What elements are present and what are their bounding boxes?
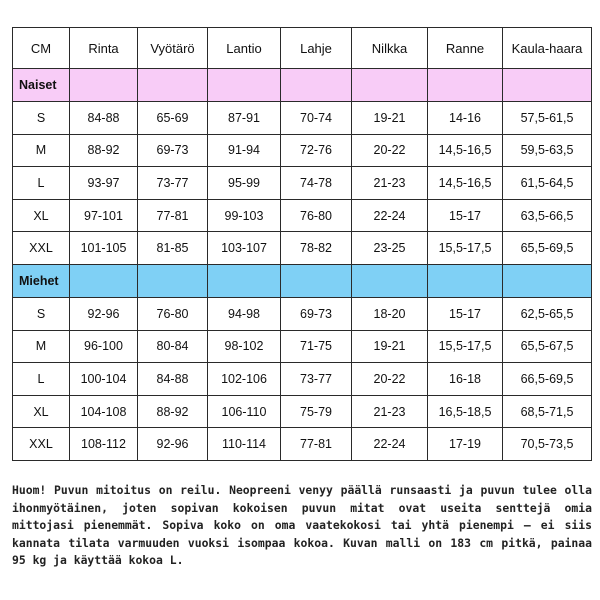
table-cell: 15-17 [428, 199, 503, 232]
group-header-cell [352, 264, 428, 297]
table-cell: 99-103 [208, 199, 281, 232]
sizing-note: Huom! Puvun mitoitus on reilu. Neopreeni venyy päällä runsaasti ja puvun tulee olla ihonmyötäinen, joten sopivan kokoisen puvun mitat ovat useita senttejä omia mittojasi pienemmät. Sopiva koko on oma vaatekokosi tai yhtä pienempi – ei siis kannata tilata varmuuden vuoksi isompaa kokoa. Kuvan malli on 183 cm pitkä, painaa 95 kg ja käyttää kokoa L. [12, 483, 592, 567]
table-cell: 18-20 [352, 297, 428, 330]
table-row [13, 199, 592, 232]
column-header-rinta: Rinta [70, 28, 138, 69]
column-header-cm: CM [13, 28, 70, 69]
table-cell: 14,5-16,5 [428, 134, 503, 167]
table-cell: 96-100 [70, 330, 138, 363]
table-cell: 94-98 [208, 297, 281, 330]
table-cell: 110-114 [208, 428, 281, 461]
table-cell: 95-99 [208, 167, 281, 200]
table-cell: 68,5-71,5 [503, 395, 592, 428]
table-cell: 78-82 [281, 232, 352, 265]
table-cell: 65-69 [138, 102, 208, 135]
table-row [13, 363, 592, 396]
table-cell: 92-96 [70, 297, 138, 330]
header-row [13, 28, 592, 69]
table-cell: 59,5-63,5 [503, 134, 592, 167]
size-label-cell: XXL [13, 232, 70, 265]
group-label: Miehet [13, 264, 70, 297]
table-cell: 100-104 [70, 363, 138, 396]
table-cell: 80-84 [138, 330, 208, 363]
table-cell: 77-81 [281, 428, 352, 461]
group-header-cell [352, 69, 428, 102]
group-header-cell [208, 69, 281, 102]
table-cell: 65,5-69,5 [503, 232, 592, 265]
table-cell: 69-73 [138, 134, 208, 167]
table-cell: 21-23 [352, 395, 428, 428]
size-table [12, 27, 592, 461]
size-label-cell: S [13, 102, 70, 135]
table-cell: 104-108 [70, 395, 138, 428]
table-row [13, 330, 592, 363]
group-header-row [13, 264, 592, 297]
table-row [13, 428, 592, 461]
group-header-cell [208, 264, 281, 297]
table-cell: 65,5-67,5 [503, 330, 592, 363]
table-cell: 20-22 [352, 134, 428, 167]
table-row [13, 297, 592, 330]
table-cell: 22-24 [352, 199, 428, 232]
table-row [13, 395, 592, 428]
column-header-nilkka: Nilkka [352, 28, 428, 69]
group-header-cell [503, 264, 592, 297]
table-cell: 70-74 [281, 102, 352, 135]
table-body [13, 69, 592, 461]
column-header-vyotaro: Vyötärö [138, 28, 208, 69]
table-cell: 74-78 [281, 167, 352, 200]
table-cell: 98-102 [208, 330, 281, 363]
table-cell: 84-88 [70, 102, 138, 135]
table-cell: 62,5-65,5 [503, 297, 592, 330]
column-header-lahje: Lahje [281, 28, 352, 69]
table-cell: 19-21 [352, 102, 428, 135]
table-cell: 71-75 [281, 330, 352, 363]
table-cell: 108-112 [70, 428, 138, 461]
table-cell: 97-101 [70, 199, 138, 232]
group-header-row [13, 69, 592, 102]
group-label: Naiset [13, 69, 70, 102]
table-cell: 15,5-17,5 [428, 232, 503, 265]
table-cell: 92-96 [138, 428, 208, 461]
size-label-cell: L [13, 167, 70, 200]
group-header-cell [138, 264, 208, 297]
table-cell: 15-17 [428, 297, 503, 330]
table-cell: 16-18 [428, 363, 503, 396]
table-cell: 61,5-64,5 [503, 167, 592, 200]
table-cell: 88-92 [138, 395, 208, 428]
table-cell: 76-80 [138, 297, 208, 330]
table-cell: 77-81 [138, 199, 208, 232]
column-header-ranne: Ranne [428, 28, 503, 69]
size-label-cell: XL [13, 199, 70, 232]
group-header-cell [503, 69, 592, 102]
table-cell: 21-23 [352, 167, 428, 200]
table-cell: 73-77 [138, 167, 208, 200]
table-cell: 57,5-61,5 [503, 102, 592, 135]
table-cell: 22-24 [352, 428, 428, 461]
table-cell: 73-77 [281, 363, 352, 396]
table-row [13, 134, 592, 167]
group-header-cell [428, 264, 503, 297]
size-label-cell: M [13, 330, 70, 363]
group-header-cell [70, 69, 138, 102]
column-header-kaula-haara: Kaula-haara [503, 28, 592, 69]
table-cell: 84-88 [138, 363, 208, 396]
table-cell: 101-105 [70, 232, 138, 265]
table-row [13, 167, 592, 200]
table-row [13, 102, 592, 135]
table-cell: 88-92 [70, 134, 138, 167]
table-cell: 75-79 [281, 395, 352, 428]
column-header-lantio: Lantio [208, 28, 281, 69]
table-cell: 19-21 [352, 330, 428, 363]
table-cell: 103-107 [208, 232, 281, 265]
table-cell: 93-97 [70, 167, 138, 200]
size-label-cell: XXL [13, 428, 70, 461]
table-cell: 14-16 [428, 102, 503, 135]
table-cell: 69-73 [281, 297, 352, 330]
table-row [13, 232, 592, 265]
table-cell: 76-80 [281, 199, 352, 232]
table-cell: 102-106 [208, 363, 281, 396]
size-label-cell: L [13, 363, 70, 396]
table-cell: 87-91 [208, 102, 281, 135]
table-cell: 20-22 [352, 363, 428, 396]
size-label-cell: M [13, 134, 70, 167]
table-cell: 63,5-66,5 [503, 199, 592, 232]
table-cell: 66,5-69,5 [503, 363, 592, 396]
size-label-cell: XL [13, 395, 70, 428]
group-header-cell [281, 264, 352, 297]
table-cell: 15,5-17,5 [428, 330, 503, 363]
table-cell: 106-110 [208, 395, 281, 428]
size-label-cell: S [13, 297, 70, 330]
table-cell: 70,5-73,5 [503, 428, 592, 461]
table-cell: 16,5-18,5 [428, 395, 503, 428]
table-cell: 23-25 [352, 232, 428, 265]
table-cell: 72-76 [281, 134, 352, 167]
table-cell: 91-94 [208, 134, 281, 167]
group-header-cell [138, 69, 208, 102]
group-header-cell [70, 264, 138, 297]
table-cell: 81-85 [138, 232, 208, 265]
table-cell: 17-19 [428, 428, 503, 461]
group-header-cell [428, 69, 503, 102]
table-cell: 14,5-16,5 [428, 167, 503, 200]
group-header-cell [281, 69, 352, 102]
